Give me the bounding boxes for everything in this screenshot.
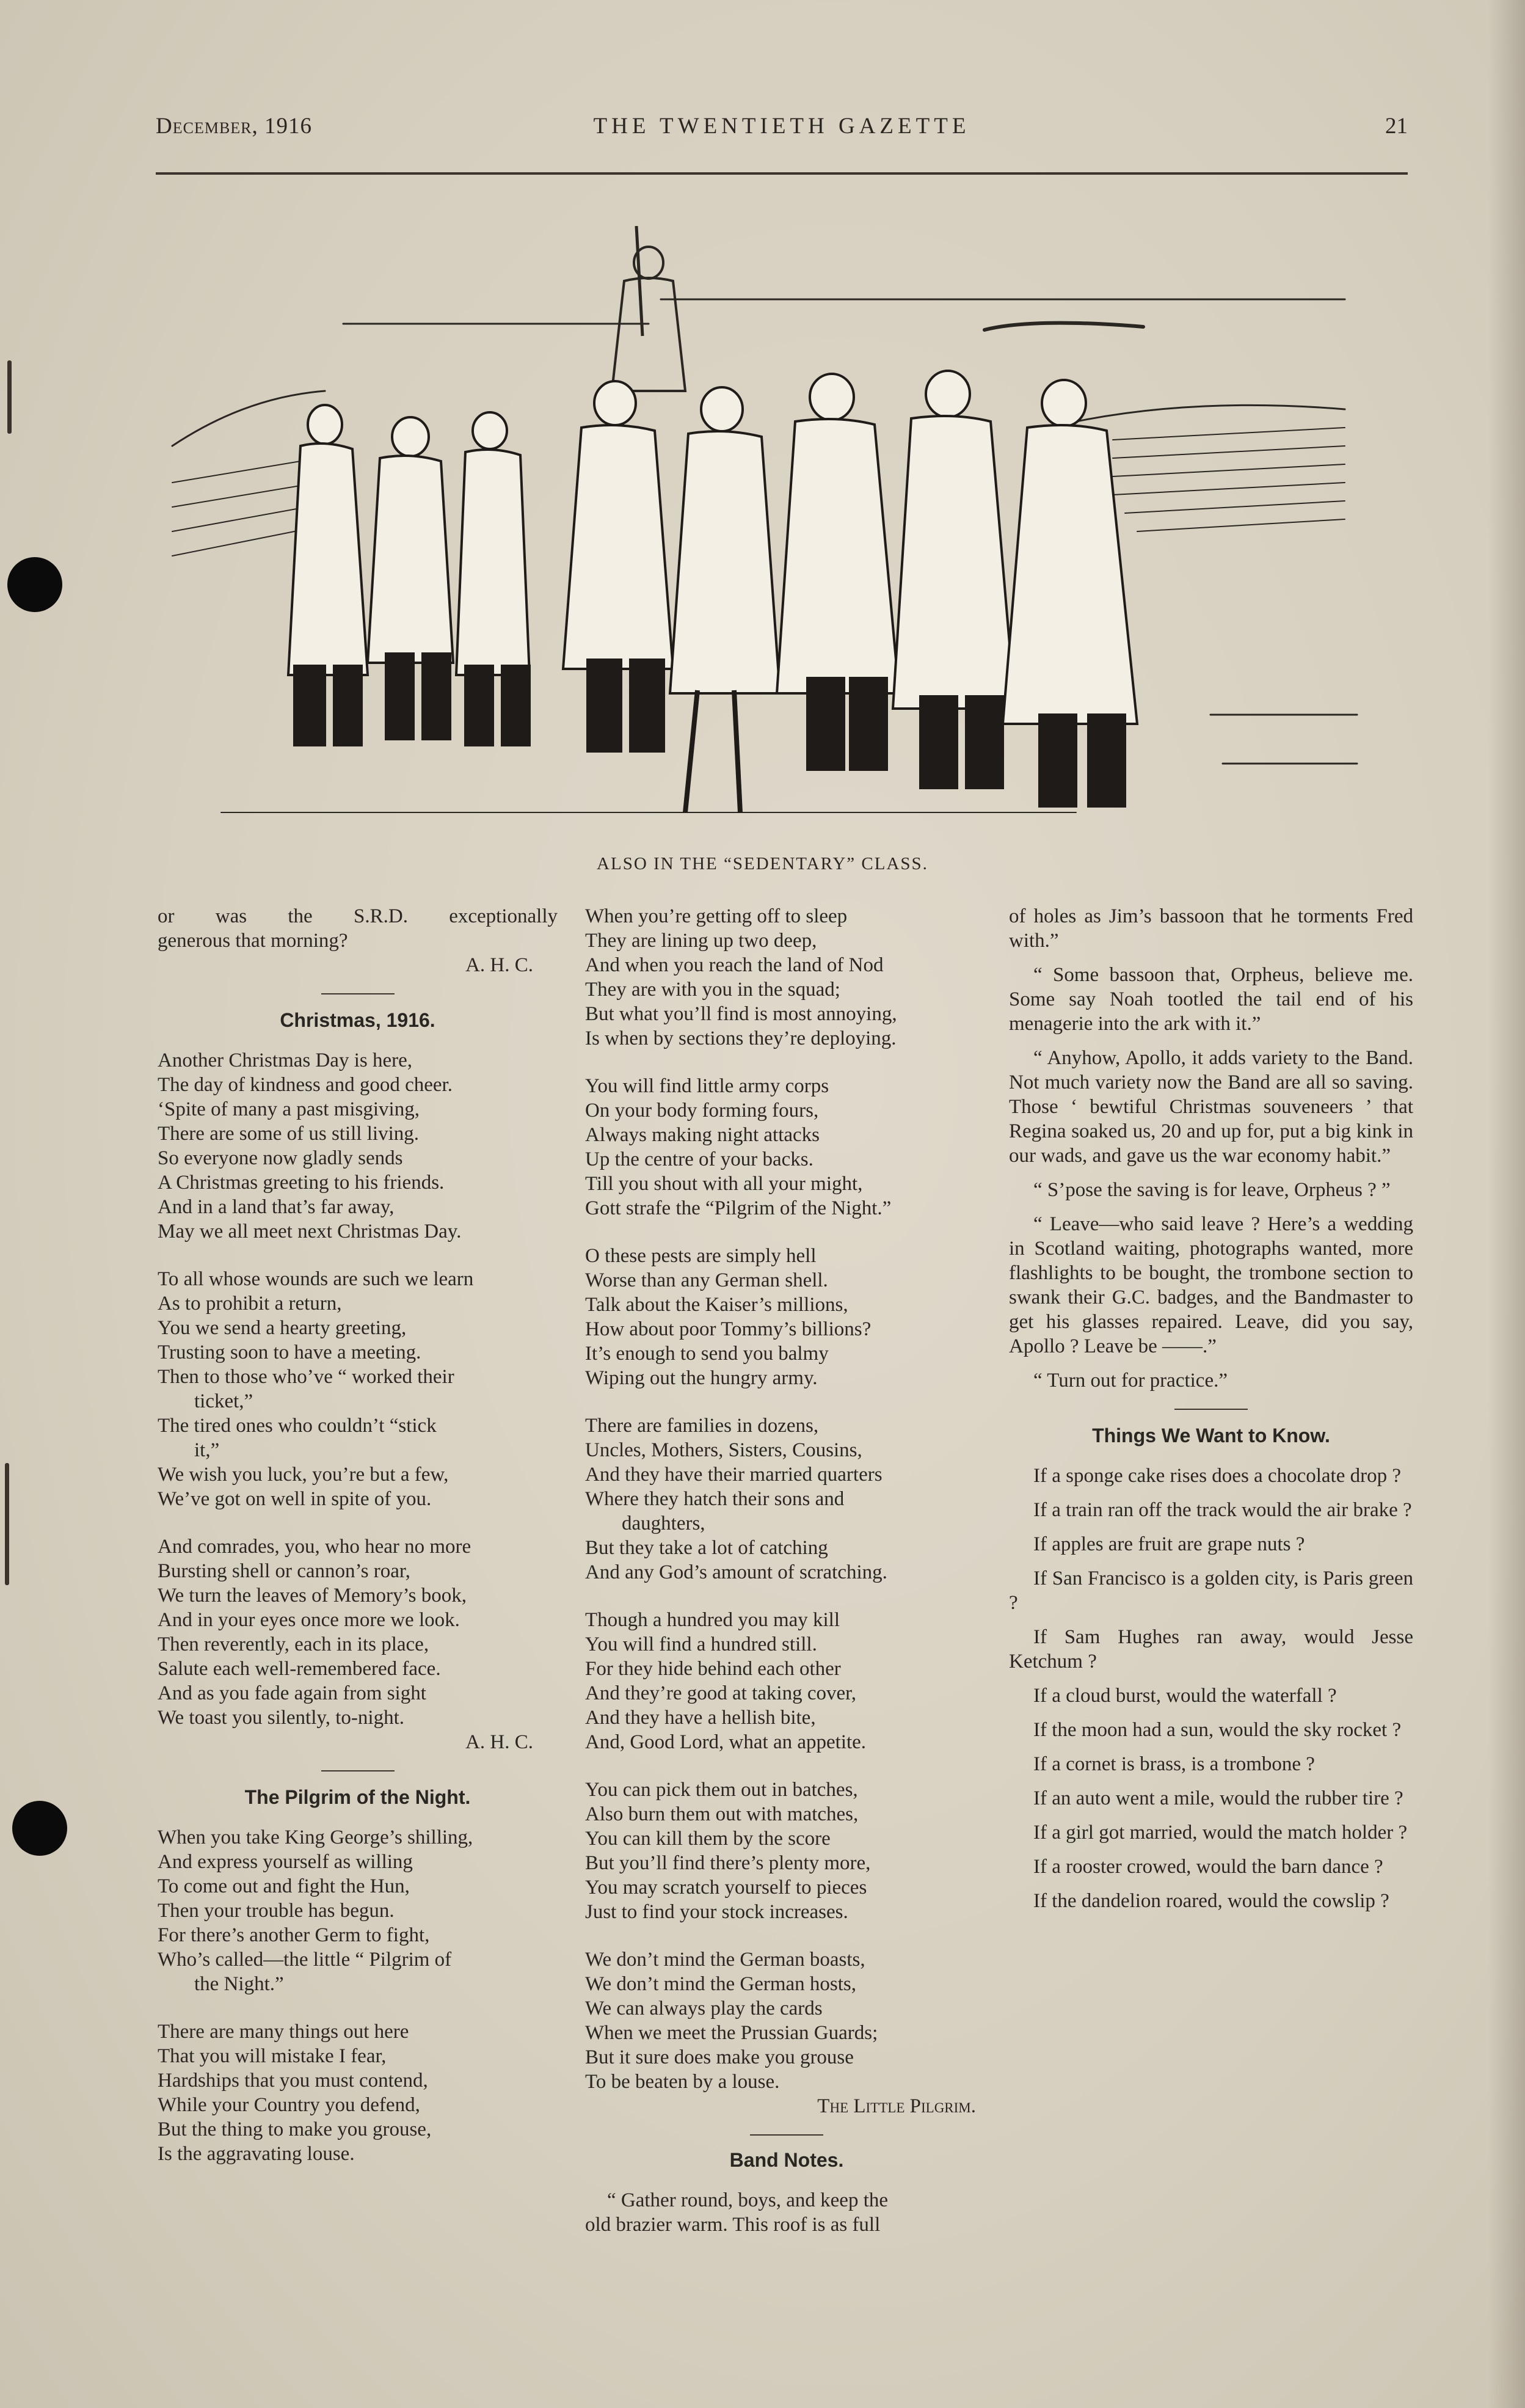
poem-line: Though a hundred you may kill [585, 1609, 840, 1631]
poem-line: We don’t mind the German hosts, [585, 1973, 857, 1995]
paragraph: of holes as Jim’s bassoon that he torments Fred with.” [1009, 905, 1413, 952]
poem-line: Uncles, Mothers, Sisters, Cousins, [585, 1439, 862, 1461]
poem-line: Trusting soon to have a meeting. [158, 1341, 421, 1363]
question-item: If a girl got married, would the match holder ? [1033, 1822, 1408, 1844]
poem-line: We’ve got on well in spite of you. [158, 1488, 432, 1510]
section-divider [321, 993, 395, 994]
text-line: “ Gather round, boys, and keep the [607, 2189, 889, 2211]
question-item: If a sponge cake rises does a chocolate drop ? [1033, 1465, 1401, 1487]
poem-stanza [158, 1825, 558, 1996]
poem-line: When you’re getting off to sleep [585, 905, 848, 927]
poem-line: Then to those who’ve “ worked their [158, 1366, 454, 1388]
poem-line: For there’s another Germ to fight, [158, 1924, 430, 1946]
poem-line: But they take a lot of catching [585, 1537, 828, 1559]
poem-line: Just to find your stock increases. [585, 1901, 848, 1923]
question-item: If San Francisco is a golden city, is Paris green ? [1009, 1567, 1413, 1614]
poem-stanza [585, 1947, 988, 2094]
poem-title: Christmas, 1916. [280, 1009, 435, 1031]
illustration-caption: ALSO IN THE “SEDENTARY” CLASS. [597, 854, 928, 874]
header-date: December, 1916 [156, 114, 313, 139]
poem-line: We toast you silently, to-night. [158, 1707, 404, 1729]
binding-hole [12, 1801, 67, 1856]
poem-stanza [158, 2019, 558, 2166]
poem-line: daughters, [622, 1512, 705, 1534]
poem-line: Where they hatch their sons and [585, 1488, 845, 1510]
poem-line: And comrades, you, who hear no more [158, 1536, 471, 1558]
question-item: If a train ran off the track would the air brake ? [1033, 1499, 1412, 1521]
poem-line: Bursting shell or cannon’s roar, [158, 1560, 410, 1582]
poem-line: Always making night attacks [585, 1124, 820, 1146]
poem-line: We wish you luck, you’re but a few, [158, 1464, 449, 1486]
poem-line: There are some of us still living. [158, 1123, 419, 1145]
poem-stanza [585, 1414, 988, 1585]
question-item: If an auto went a mile, would the rubber tire ? [1033, 1787, 1403, 1809]
poem-line: Is when by sections they’re deploying. [585, 1027, 897, 1049]
paragraph: “ Leave—who said leave ? Here’s a wedding in Scotland waiting, photographs wanted, more flashlights to be bought, the trombone section to swank their G.C. badges, and the Bandmaster to get his glasses repaired. Leave, did you say, Apollo ? Leave be ——.” [1009, 1213, 1413, 1357]
margin-mark [7, 360, 12, 434]
poem-line: You we send a hearty greeting, [158, 1317, 407, 1339]
poem-line: There are many things out here [158, 2021, 409, 2043]
poem-line: Talk about the Kaiser’s millions, [585, 1294, 848, 1316]
poem-line: Worse than any German shell. [585, 1269, 828, 1291]
question-item: If a rooster crowed, would the barn dance ? [1033, 1856, 1383, 1878]
poem-line: Till you shout with all your might, [585, 1173, 863, 1195]
poem-line: To come out and fight the Hun, [158, 1875, 410, 1897]
poem-line: The day of kindness and good cheer. [158, 1074, 453, 1096]
poem-line: So everyone now gladly sends [158, 1147, 403, 1169]
section-divider [321, 1770, 395, 1771]
column-1 [158, 904, 558, 2166]
poem-line: And any God’s amount of scratching. [585, 1561, 887, 1583]
poem-line: Gott strafe the “Pilgrim of the Night.” [585, 1197, 892, 1219]
poem-line: And as you fade again from sight [158, 1682, 426, 1704]
text-line: old brazier warm. This roof is as full [585, 2214, 881, 2236]
poem-line: You will find a hundred still. [585, 1633, 817, 1655]
signature: A. H. C. [465, 1731, 533, 1753]
poem-line: May we all meet next Christmas Day. [158, 1220, 462, 1242]
poem-line: Another Christmas Day is here, [158, 1049, 412, 1071]
page-edge-shadow [1488, 0, 1525, 2408]
poem-line: You may scratch yourself to pieces [585, 1877, 867, 1899]
poem-line: They are with you in the squad; [585, 979, 840, 1001]
poem-line: When we meet the Prussian Guards; [585, 2022, 878, 2044]
poem-line: And they’re good at taking cover, [585, 1682, 857, 1704]
poem-stanza [585, 1778, 988, 1924]
poem-line: We don’t mind the German boasts, [585, 1949, 865, 1971]
poem-line: Wiping out the hungry army. [585, 1367, 818, 1389]
section-divider [750, 2134, 823, 2136]
binding-hole [7, 557, 62, 612]
running-header [156, 113, 1408, 150]
poem-line: That you will mistake I fear, [158, 2045, 387, 2067]
poem-line: Is the aggravating louse. [158, 2143, 355, 2165]
poem-line: It’s enough to send you balmy [585, 1343, 829, 1365]
poem-line: How about poor Tommy’s billions? [585, 1318, 872, 1340]
poem-line: it,” [194, 1439, 220, 1461]
page-number: 21 [1385, 114, 1408, 139]
poem-line: For they hide behind each other [585, 1658, 841, 1680]
poem-stanza [585, 1608, 988, 1754]
poem-line: When you take King George’s shilling, [158, 1826, 473, 1848]
poem-line: But the thing to make you grouse, [158, 2118, 432, 2140]
poem-line: Up the centre of your backs. [585, 1148, 813, 1170]
poem-line: O these pests are simply hell [585, 1245, 817, 1267]
poem-line: To all whose wounds are such we learn [158, 1268, 474, 1290]
question-item: If Sam Hughes ran away, would Jesse Ketchum ? [1009, 1626, 1413, 1673]
poem-line: Who’s called—the little “ Pilgrim of [158, 1949, 452, 1971]
poem-stanza [585, 904, 988, 1051]
poem-line: And, Good Lord, what an appetite. [585, 1731, 867, 1753]
poem-line: We can always play the cards [585, 1998, 823, 2019]
text-line: generous that morning? [158, 930, 348, 952]
poem-line: But you’ll find there’s plenty more, [585, 1852, 871, 1874]
question-item: If the moon had a sun, would the sky rocket ? [1033, 1719, 1402, 1741]
poem-line: You can pick them out in batches, [585, 1779, 858, 1801]
paragraph: “ Some bassoon that, Orpheus, believe me. Some say Noah tootled the tail end of his menagerie into the ark with it.” [1009, 964, 1413, 1035]
section-divider [1174, 1409, 1248, 1410]
poem-line: The tired ones who couldn’t “stick [158, 1415, 437, 1437]
poem-line: You will find little army corps [585, 1075, 829, 1097]
poem-line: But it sure does make you grouse [585, 2046, 854, 2068]
poem-line: And express yourself as willing [158, 1851, 413, 1873]
poem-line: Then your trouble has begun. [158, 1900, 395, 1922]
question-item: If a cloud burst, would the waterfall ? [1033, 1685, 1337, 1707]
column-2 [585, 904, 988, 2237]
column-3 [1009, 904, 1413, 1923]
signature: The Little Pilgrim. [817, 2095, 976, 2117]
question-item: If the dandelion roared, would the cowslip ? [1033, 1890, 1389, 1912]
signature: A. H. C. [465, 954, 533, 976]
poem-title: The Pilgrim of the Night. [244, 1786, 471, 1808]
poem-line: And they have a hellish bite, [585, 1707, 816, 1729]
paragraph: “ Anyhow, Apollo, it adds variety to the Band. Not much variety now the Band are all so saving. Those ‘ bewtiful Christmas souveneers ’ that Regina soaked us, 20 and up for, put a big kink in our wads, and gave us the war economy habit.” [1009, 1047, 1413, 1167]
header-rule [156, 172, 1408, 175]
poem-line: Also burn them out with matches, [585, 1803, 859, 1825]
poem-line: Hardships that you must contend, [158, 2070, 428, 2092]
poem-line: ticket,” [194, 1390, 253, 1412]
poem-stanza [585, 1244, 988, 1390]
poem-line: Salute each well-remembered face. [158, 1658, 441, 1680]
poem-line: We turn the leaves of Memory’s book, [158, 1585, 467, 1607]
question-item: If apples are fruit are grape nuts ? [1033, 1533, 1305, 1555]
poem-stanza [158, 1048, 558, 1244]
poem-line: And in a land that’s far away, [158, 1196, 395, 1218]
poem-line: To be beaten by a louse. [585, 2071, 780, 2093]
poem-stanza [585, 1074, 988, 1220]
poem-line: And when you reach the land of Nod [585, 954, 884, 976]
paragraph: “ S’pose the saving is for leave, Orpheus ? ” [1033, 1179, 1391, 1201]
poem-line: the Night.” [194, 1973, 284, 1995]
poem-line: Then reverently, each in its place, [158, 1633, 429, 1655]
poem-line: On your body forming fours, [585, 1100, 819, 1122]
soldiers-illustration [160, 226, 1369, 837]
poem-line: A Christmas greeting to his friends. [158, 1172, 445, 1194]
poem-line: They are lining up two deep, [585, 930, 817, 952]
margin-mark [5, 1463, 9, 1585]
text-line: or was the S.R.D. exceptionally [158, 905, 558, 927]
question-item: If a cornet is brass, is a trombone ? [1033, 1753, 1315, 1775]
poem-line: As to prohibit a return, [158, 1293, 342, 1315]
paragraph: “ Turn out for practice.” [1033, 1370, 1228, 1392]
section-heading: Band Notes. [729, 2149, 844, 2171]
poem-line: ‘Spite of many a past misgiving, [158, 1098, 420, 1120]
poem-line: And in your eyes once more we look. [158, 1609, 460, 1631]
publication-title: THE TWENTIETH GAZETTE [593, 114, 970, 139]
poem-line: But what you’ll find is most annoying, [585, 1003, 897, 1025]
poem-line: And they have their married quarters [585, 1464, 883, 1486]
poem-line: There are families in dozens, [585, 1415, 819, 1437]
section-heading: Things We Want to Know. [1092, 1425, 1330, 1447]
poem-stanza [158, 1534, 558, 1730]
poem-line: You can kill them by the score [585, 1828, 831, 1850]
poem-stanza [158, 1267, 558, 1511]
poem-line: While your Country you defend, [158, 2094, 420, 2116]
